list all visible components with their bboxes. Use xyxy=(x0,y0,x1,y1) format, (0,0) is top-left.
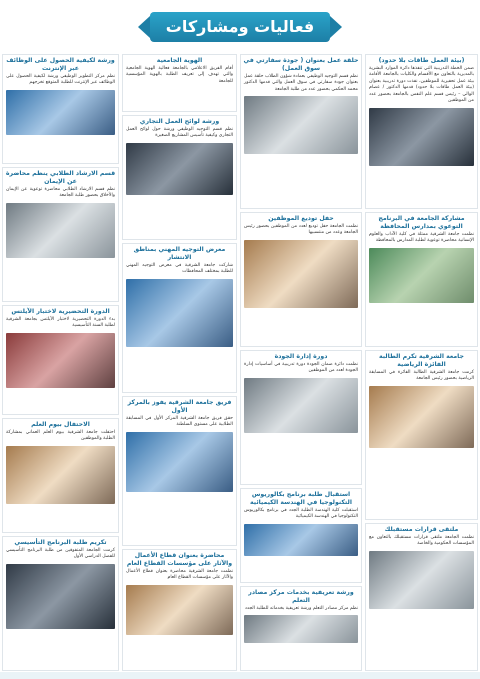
article-photo xyxy=(369,551,474,609)
article-title: ورشة لكيفية الحصول على الوظائف عبر الإنترنت xyxy=(6,57,115,72)
article-photo xyxy=(244,96,358,154)
article xyxy=(2,536,119,671)
article-title: الاحتفال بيوم العلم xyxy=(31,421,90,428)
article-title: معرض التوجيه المهني بمناطق الانتشار xyxy=(133,246,226,261)
article-title: جامعة الشرقية تكرم الطالبة الفائزة الرياضية xyxy=(379,353,464,368)
article xyxy=(240,54,362,209)
article-photo xyxy=(6,564,115,629)
article-body: كرمت الجامعة المتفوقين من طلبة البرنامج التأسيسي للفصل الدراسي الأول xyxy=(6,547,115,560)
article-title: (بيئة العمل طاقات بلا حدود) xyxy=(378,57,465,64)
article-body: شاركت جامعة الشرقية في معرض التوجيه المهني للطلبة بمختلف المحافظات xyxy=(126,262,233,275)
article-title: دورة إدارة الجودة xyxy=(274,353,328,360)
article xyxy=(365,350,478,520)
article-body: نظم قسم التوجيه الوظيفي ورشة حول لوائح العمل التجاري وكيفية تأسيس المشاريع الصغيرة xyxy=(126,126,233,139)
article-photo xyxy=(244,615,358,643)
article-title: ورشة تعريفية بخدمات مركز مصادر التعلم xyxy=(248,589,354,604)
article-body: حقق فريق جامعة الشرقية المركز الأول في المسابقة الطلابية على مستوى السلطنة xyxy=(126,415,233,428)
article-body: نظمت جامعة الشرقية محاضرة بعنوان قطاع الأعمال والآثار على مؤسسات القطاع العام xyxy=(126,568,233,581)
article-body: استقبلت كلية الهندسة الطلبة الجدد في برنامج بكالوريوس التكنولوجيا في الهندسة الكيميائية xyxy=(244,507,358,520)
article xyxy=(240,212,362,347)
article-title: حلقة عمل بعنوان ( جودة سفارتي في سوق العمل) xyxy=(243,57,359,72)
article-body: نظم قسم الارشاد الطلابي محاضرة توعوية عن الإيمان والأخلاق بحضور طلبة الجامعة xyxy=(6,186,115,199)
article-body: ضمن الخطة التدريبية التي تنفذها دائرة الموارد البشرية بالمديرية بالتعاون مع الأقسام والكليات بالجامعة الأقامة بيئة عمل تحفيزية للموظفين، نفذت دورة تدريبية بعنوان (بيئة العمل طاقات بلا حدود) قدمها الدكتور / عصام الوالي – رئيس قسم علم النفس بالجامعة بحضور عدد من الموظفين xyxy=(369,65,474,104)
article-body: احتفلت جامعة الشرقية بيوم العلم العماني بمشاركة الطلبة والموظفين xyxy=(6,429,115,442)
article-title: استقبال طلبة برنامج بكالوريوس التكنولوجيا في الهندسة الكيميائية xyxy=(250,491,352,506)
article xyxy=(240,350,362,485)
article xyxy=(122,54,237,112)
article xyxy=(365,212,478,347)
article-photo xyxy=(369,108,474,166)
article-photo xyxy=(244,378,358,433)
article-title: قسم الارشاد الطلابي ينظم محاضرة عن الإيمان xyxy=(5,170,116,185)
article-title: حفل توديع الموظفين xyxy=(268,215,334,222)
article-body: نظم قسم التوجيه الوظيفي بعمادة شؤون الطلاب حلقة عمل بعنوان جودة سفارتي في سوق العمل والتي قدمها الدكتور محمد الحكمي بحضور عدد من طلبة الجامعة xyxy=(244,73,358,92)
article-photo xyxy=(244,524,358,556)
article-body: بدء الدورة التحضيرية لاختبار الآيلتس بجامعة الشرقية لطلبة السنة التأسيسية xyxy=(6,316,115,329)
article-photo xyxy=(126,143,233,195)
article-photo xyxy=(6,333,115,388)
article xyxy=(240,586,362,671)
article-body: نظمت جامعة الشرقية ممثلة في كلية الآداب والعلوم الإنسانية محاضرة توعوية لطلبة المدارس بالمحافظة xyxy=(369,231,474,244)
article xyxy=(2,54,119,164)
article-body: أقام الفريق الاعلامي بالجامعة فعالية الهوية الجامعية والتي تهدف إلى تعريف الطلبة بالهوية المؤسسية للجامعة xyxy=(126,65,233,84)
article-body: نظمت الجامعة ملتقى قرارات مستقبلك بالتعاون مع المؤسسات الحكومية والخاصة xyxy=(369,534,474,547)
article-title: الدورة التحضيرية لاختبار الآيلتس xyxy=(11,308,110,315)
banner-title: فعاليات ومشاركات xyxy=(150,12,330,42)
article-body: كرمت جامعة الشرقية الطالبة الفائزة في المسابقة الرياضية بحضور رئيس الجامعة xyxy=(369,369,474,382)
article-photo xyxy=(126,279,233,347)
article-body: نظم مركز مصادر التعلم ورشة تعريفية بخدماته للطلبة الجدد xyxy=(244,605,358,611)
article-title: ملتقى قرارات مستقبلك xyxy=(384,526,459,533)
article-title: محاضرة بعنوان قطاع الأعمال والآثار على مؤسسات القطاع العام xyxy=(126,552,233,567)
article-photo xyxy=(244,240,358,308)
article xyxy=(122,243,237,393)
article xyxy=(122,396,237,546)
article-body: نظمت الجامعة حفل توديع لعدد من الموظفين بحضور رئيس الجامعة وعدد من منتسبيها xyxy=(244,223,358,236)
article-body: نظم مركز التطوير الوظيفي ورشة لكيفية الحصول على الوظائف عبر الإنترنت للطلبة المتوقع تخرجهم xyxy=(6,73,115,86)
article xyxy=(240,488,362,583)
article-photo xyxy=(369,248,474,303)
article-photo xyxy=(6,203,115,258)
article-title: ورشة لوائح العمل التجاري xyxy=(139,118,220,125)
article xyxy=(365,54,478,209)
article-photo xyxy=(369,386,474,448)
article xyxy=(122,115,237,240)
article-photo xyxy=(126,585,233,635)
page-banner xyxy=(0,0,480,50)
article xyxy=(2,305,119,415)
footer-strip xyxy=(0,672,480,679)
article-title: فريق جامعة الشرقية يفوز بالمركز الأول xyxy=(127,399,232,414)
article-photo xyxy=(126,432,233,492)
article xyxy=(2,418,119,533)
article-photo xyxy=(6,446,115,504)
article-body: نظمت دائرة ضمان الجودة دورة تدريبية في أساسيات إدارة الجودة لعدد من الموظفين xyxy=(244,361,358,374)
article-title: مشاركة الجامعة في البرنامج التوعوي بمدارس المحافظة xyxy=(378,215,465,230)
article-title: تكريم طلبة البرنامج التأسيسي xyxy=(14,539,107,546)
article xyxy=(122,549,237,671)
article-title: الهوية الجامعية xyxy=(156,57,203,64)
article xyxy=(2,167,119,302)
article-photo xyxy=(6,90,115,135)
article xyxy=(365,523,478,671)
